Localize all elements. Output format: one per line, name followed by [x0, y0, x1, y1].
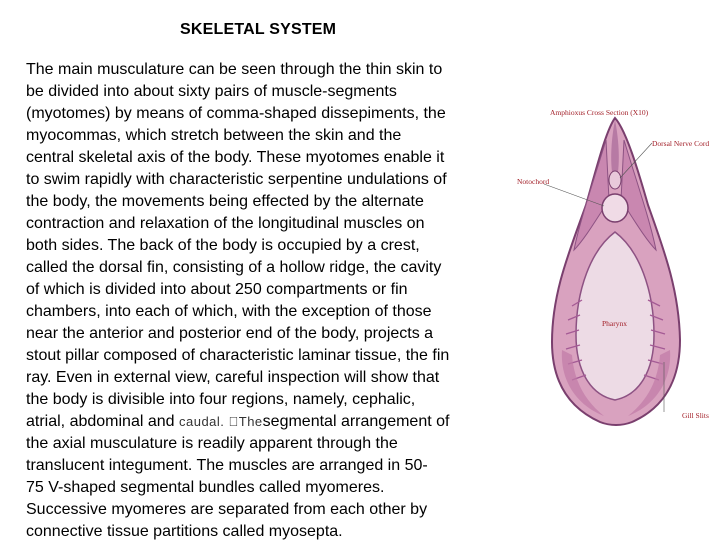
text-line: stout pillar composed of characteristic laminar tissue, the fin [26, 347, 450, 364]
text-line: the body, the movements being effected by the alternate [26, 193, 424, 210]
text-line: both sides. The back of the body is occupied by a crest, [26, 237, 420, 254]
text-fragment: segmental arrangement of [262, 413, 450, 430]
text-line: contraction and relaxation of the longitudinal muscles on [26, 215, 425, 232]
text-line: to swim rapidly with characteristic serpentine undulations of [26, 171, 447, 188]
text-line: chambers, into each of which, with the exception of those [26, 303, 432, 320]
text-line: myocommas, which stretch between the skin and the [26, 127, 402, 144]
text-line: translucent integument. The muscles are arranged in 50- [26, 457, 428, 474]
notochord-shape [602, 194, 628, 222]
text-line: The main musculature can be seen through the thin skin to [26, 61, 443, 78]
cross-section-image [514, 100, 720, 430]
body-paragraph [26, 59, 512, 543]
amphioxus-cross-section-figure [514, 100, 720, 430]
text-fragment: atrial, abdominal and [26, 413, 179, 430]
label-gill-slits: Gill Slits [682, 411, 709, 420]
text-line: the body is divisible into four regions, namely, cephalic, [26, 391, 416, 408]
text-line [26, 411, 512, 433]
text-line: the axial musculature is readily apparent through the [26, 435, 398, 452]
page-title: SKELETAL SYSTEM [180, 21, 337, 38]
text-line: near the anterior and posterior end of the body, projects a [26, 325, 434, 342]
text-line: of which is divided into about 250 compartments or fin [26, 281, 408, 298]
label-pharynx: Pharynx [602, 319, 627, 328]
text-line: called the dorsal fin, consisting of a hollow ridge, the cavity [26, 259, 442, 276]
text-line: (myotomes) by means of comma-shaped dissepiments, the [26, 105, 446, 122]
dorsal-nerve-cord-shape [609, 171, 621, 189]
text-fragment-small: caudal.  The [178, 414, 263, 429]
text-line: connective tissue partitions called myosepta. [26, 523, 343, 540]
label-notochord: Notochord [517, 177, 550, 186]
text-line: be divided into about sixty pairs of muscle-segments [26, 83, 397, 100]
figure-caption: Amphioxus Cross Section (X10) [550, 108, 649, 117]
label-dorsal-nerve-cord: Dorsal Nerve Cord [652, 139, 710, 148]
text-line: ray. Even in external view, careful inspection will show that [26, 369, 440, 386]
text-line: central skeletal axis of the body. These myotomes enable it [26, 149, 445, 166]
text-line: Successive myomeres are separated from each other by [26, 501, 428, 518]
text-line: 75 V-shaped segmental bundles called myomeres. [26, 479, 385, 496]
